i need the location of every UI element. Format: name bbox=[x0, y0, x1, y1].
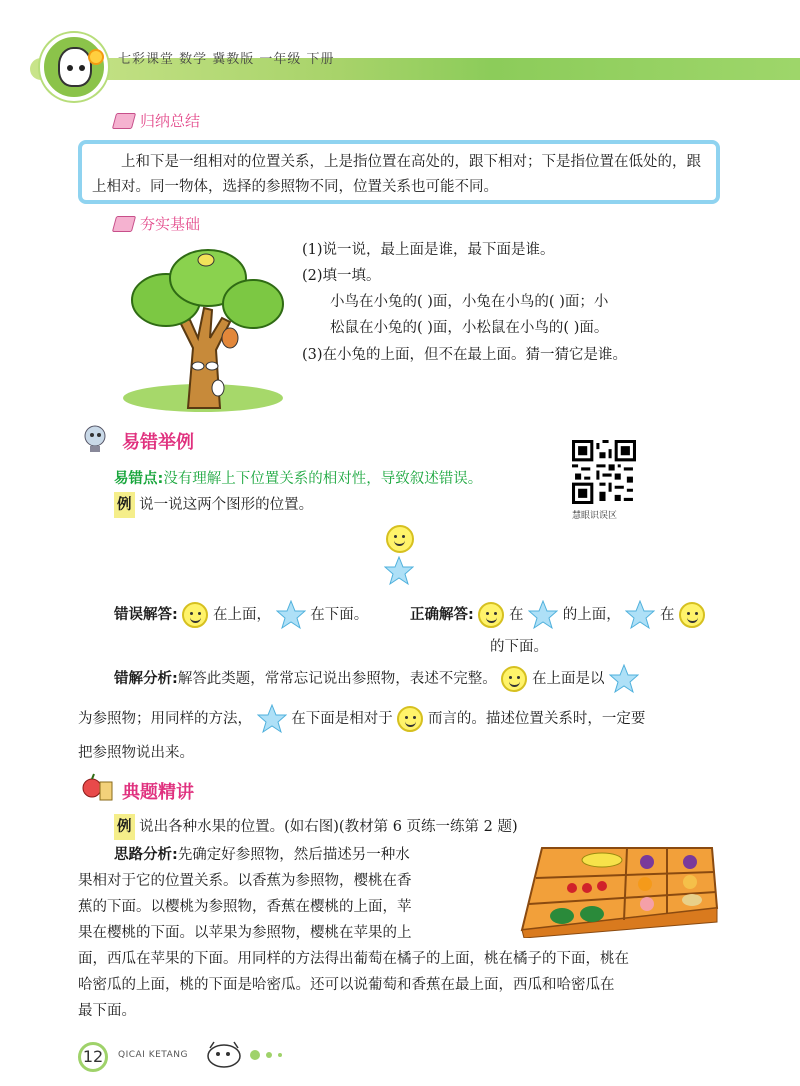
lightbulb-figure-icon bbox=[80, 424, 114, 454]
smiley-icon bbox=[182, 602, 208, 628]
smiley-icon bbox=[386, 525, 414, 553]
smiley-icon bbox=[679, 602, 705, 628]
star-icon bbox=[276, 600, 306, 630]
star-icon bbox=[257, 704, 287, 734]
smiley-icon bbox=[397, 706, 423, 732]
basics-q2-line2: 松鼠在小兔的( )面，小松鼠在小鸟的( )面。 bbox=[330, 320, 609, 336]
header-title: 七彩课堂 数学 冀教版 一年级 下册 bbox=[118, 52, 335, 67]
star-icon bbox=[609, 664, 639, 694]
page-number: 12 bbox=[78, 1042, 108, 1072]
right-answer-cont: 的下面。 bbox=[490, 639, 548, 655]
wrong-answer: 错误解答: 在上面， 在下面。 bbox=[114, 600, 368, 630]
mascot-face-icon bbox=[58, 47, 92, 87]
star-icon bbox=[625, 600, 655, 630]
summary-box bbox=[78, 140, 720, 204]
footer-brand: QICAI KETANG bbox=[118, 1050, 188, 1060]
analysis-line3: 把参照物说出来。 bbox=[78, 745, 194, 761]
analysis-line1: 错解分析:解答此类题，常常忘记说出参照物，表述不完整。 在上面是以 bbox=[114, 664, 639, 694]
basics-q2-line1: 小鸟在小兔的( )面，小兔在小鸟的( )面；小 bbox=[330, 294, 609, 310]
right-answer: 正确解答: 在 的上面， 在 bbox=[410, 600, 705, 630]
analysis-line2: 为参照物；用同样的方法， 在下面是相对于 而言的。描述位置关系时，一定要 bbox=[78, 704, 645, 734]
decor-dot bbox=[266, 1052, 272, 1058]
flower-icon bbox=[88, 49, 104, 65]
decor-dot bbox=[278, 1053, 282, 1057]
fruit-shelf-illustration bbox=[512, 838, 722, 938]
tree-animals-illustration bbox=[118, 238, 288, 418]
think-line6: 哈密瓜的上面，桃的下面是哈密瓜。还可以说葡萄和香蕉在最上面，西瓜和哈密瓜在 bbox=[78, 977, 615, 993]
summary-heading: 归纳总结 bbox=[114, 110, 200, 131]
fruit-figure-icon bbox=[80, 772, 114, 802]
think-line1: 思路分析:先确定好参照物，然后描述另一种水 bbox=[114, 847, 410, 863]
mascot-badge bbox=[40, 33, 108, 101]
note-icon bbox=[112, 113, 136, 129]
smiley-icon bbox=[478, 602, 504, 628]
star-icon bbox=[528, 600, 558, 630]
classic-example: 例 说出各种水果的位置。(如右图)(教材第 6 页练一练第 2 题) bbox=[114, 814, 518, 840]
summary-text: 上和下是一组相对的位置关系，上是指位置在高处的，跟下相对；下是指位置在低处的，跟上相对。同一物体，选择的参照物不同，位置关系也可能不同。 bbox=[92, 154, 701, 195]
classic-heading: 典题精讲 bbox=[122, 782, 194, 803]
smiley-icon bbox=[501, 666, 527, 692]
think-line3: 蕉的下面。以樱桃为参照物，香蕉在樱桃的上面，苹 bbox=[78, 899, 412, 915]
mistake-example: 例 说一说这两个图形的位置。 bbox=[114, 492, 313, 518]
star-icon bbox=[384, 556, 414, 586]
think-line7: 最下面。 bbox=[78, 1003, 136, 1019]
basics-q2: (2)填一填。 bbox=[302, 268, 381, 284]
mistakes-heading: 易错举例 bbox=[122, 432, 194, 453]
think-line5: 面，西瓜在苹果的下面。用同样的方法得出葡萄在橘子的上面，桃在橘子的下面，桃在 bbox=[78, 951, 629, 967]
mascot-footer-icon bbox=[204, 1038, 244, 1068]
qr-code-icon bbox=[572, 440, 636, 504]
think-line4: 果在樱桃的下面。以苹果为参照物，樱桃在苹果的上 bbox=[78, 925, 412, 941]
basics-q3: (3)在小兔的上面，但不在最上面。猜一猜它是谁。 bbox=[302, 347, 628, 363]
basics-heading: 夯实基础 bbox=[114, 213, 200, 234]
mistake-point: 易错点:没有理解上下位置关系的相对性，导致叙述错误。 bbox=[114, 471, 483, 487]
note-icon bbox=[112, 216, 136, 232]
decor-dot bbox=[250, 1050, 260, 1060]
think-line2: 果相对于它的位置关系。以香蕉为参照物，樱桃在香 bbox=[78, 873, 412, 889]
qr-caption: 慧眼识误区 bbox=[572, 511, 618, 521]
basics-q1: (1)说一说，最上面是谁，最下面是谁。 bbox=[302, 242, 555, 258]
